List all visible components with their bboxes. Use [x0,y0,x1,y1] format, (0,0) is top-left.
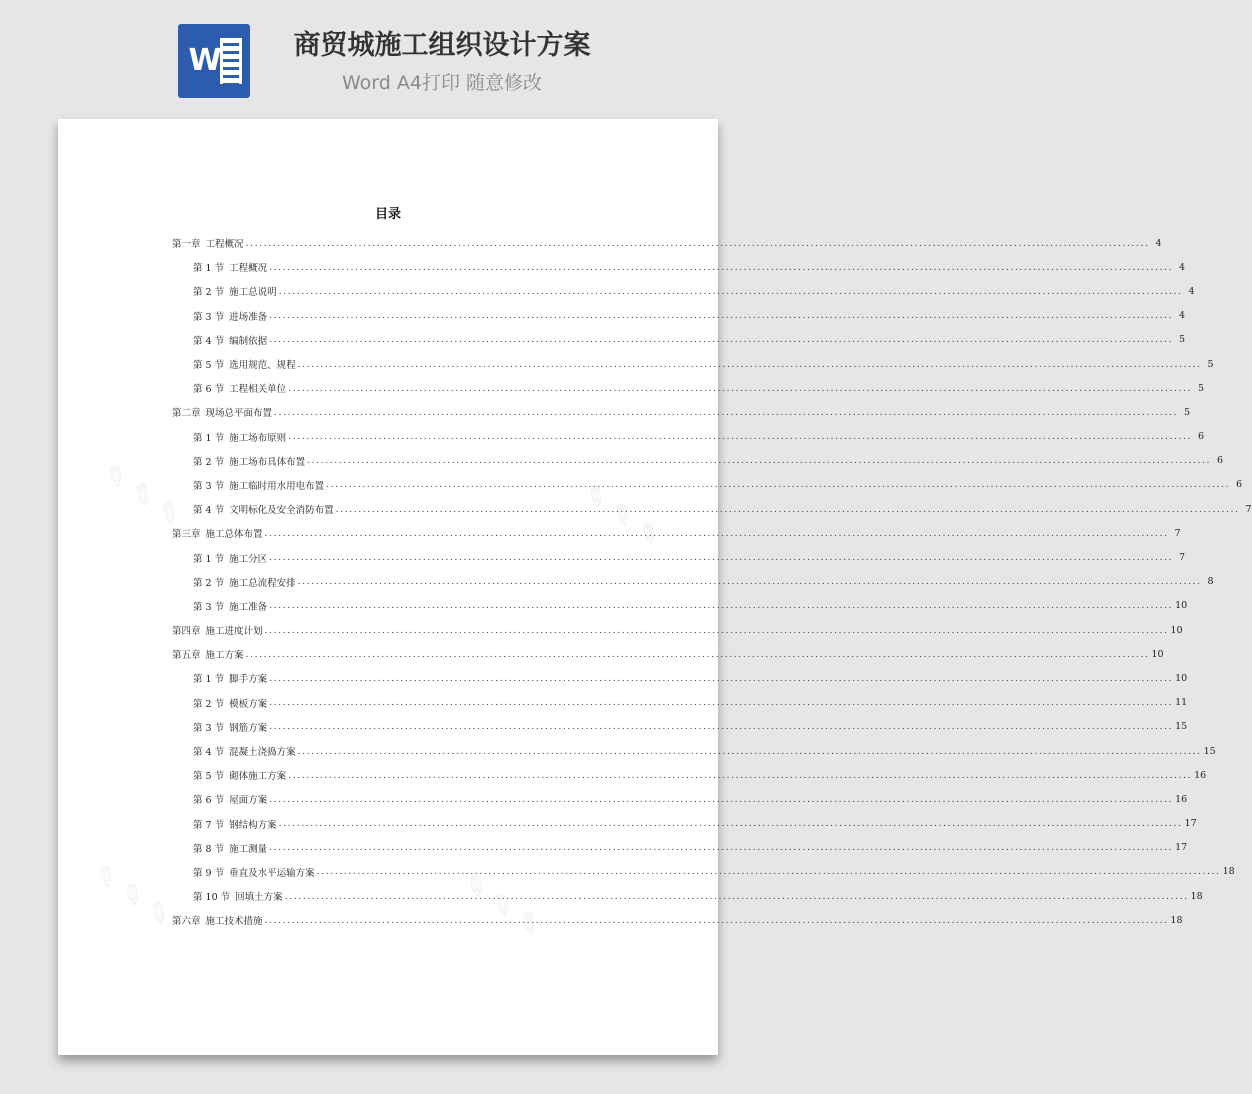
toc-entry-label: 选用规范、规程 [229,360,296,372]
toc-entry-page-number: 16 [1175,793,1188,805]
toc-entry-number: 第一章 [172,239,201,251]
toc-chapter-entry[interactable] [172,642,1164,666]
toc-entry-page-number: 6 [1198,431,1205,443]
toc-entry-number: 第 3 节 [193,480,225,492]
toc-entry-label: 施工总说明 [229,287,277,299]
toc-entry-label: 工程概况 [205,239,244,251]
toc-entry-number: 第 3 节 [193,311,225,323]
toc-leader-dots: ........................................................................................................................................................................................................ [269,721,1174,733]
toc-entry-page-number: 4 [1179,310,1186,322]
watermark: ✎ ✎ ✎ [96,456,188,535]
toc-entry-page-number: 4 [1155,237,1162,249]
toc-entry-label: 文明标化及安全消防布置 [229,505,334,517]
toc-entry-number: 第 1 节 [193,263,225,275]
toc-section-entry[interactable] [172,763,1207,787]
header [0,0,774,118]
toc-entry-page-number: 16 [1194,769,1207,781]
toc-entry-label: 混凝土浇捣方案 [229,747,296,759]
toc-entry-label: 工程概况 [229,263,268,275]
toc-entry-page-number: 17 [1184,818,1197,830]
toc-chapter-entry[interactable] [172,521,1181,545]
toc-section-entry[interactable] [172,473,1243,497]
toc-section-entry[interactable] [172,376,1205,400]
toc-entry-label: 脚手方案 [229,674,268,686]
toc-leader-dots: ........................................................................................................................................................................................................ [269,697,1174,709]
toc-entry-page-number: 5 [1179,334,1186,346]
toc-entry-page-number: 18 [1170,914,1183,926]
toc-entry-label: 钢结构方案 [229,819,277,831]
toc-leader-dots: ........................................................................................................................................................................................................ [288,431,1193,443]
toc-entry-number: 第 1 节 [193,432,225,444]
toc-section-entry[interactable] [172,425,1205,449]
toc-leader-dots: ........................................................................................................................................................................................................ [269,552,1174,564]
toc-entry-number: 第 10 节 [193,892,231,904]
toc-leader-dots: ........................................................................................................................................................................................................ [269,600,1174,612]
toc-entry-page-number: 4 [1179,261,1186,273]
toc-section-entry[interactable] [172,304,1186,328]
toc-entry-page-number: 6 [1217,455,1224,467]
toc-leader-dots: ........................................................................................................................................................................................................ [269,310,1174,322]
toc-entry-page-number: 5 [1183,406,1190,418]
toc-entry-page-number: 18 [1222,866,1235,878]
toc-section-entry[interactable] [172,279,1195,303]
toc-entry-label: 施工技术措施 [205,916,263,928]
toc-section-entry[interactable] [172,860,1235,884]
watermark: ✎ ✎ ✎ [576,476,668,555]
document-subtitle: Word A4打印 随意修改 [341,72,542,94]
document-page [58,119,1252,1055]
toc-leader-dots: ........................................................................................................................................................................................................ [278,285,1183,297]
toc-entry-label: 施工临时用水用电布置 [229,480,325,492]
toc-leader-dots: ........................................................................................................................................................................................................ [269,793,1174,805]
toc-leader-dots: ........................................................................................................................................................................................................ [269,842,1174,854]
toc-section-entry[interactable] [172,545,1186,569]
toc-entry-label: 施工方案 [205,650,244,662]
toc-entry-number: 第三章 [172,529,201,541]
toc-entry-label: 施工场布具体布置 [229,456,306,468]
toc-section-entry[interactable] [172,352,1214,376]
toc-leader-dots: ........................................................................................................................................................................................................ [269,672,1174,684]
toc-leader-dots: ........................................................................................................................................................................................................ [335,503,1240,515]
toc-entry-page-number: 7 [1245,503,1252,515]
toc-entry-page-number: 5 [1198,382,1205,394]
toc-entry-label: 施工准备 [229,601,268,613]
toc-entry-label: 回填土方案 [235,892,283,904]
toc-entry-label: 施工场布原则 [229,432,287,444]
toc-leader-dots: ........................................................................................................................................................................................................ [278,818,1183,830]
toc-section-entry[interactable] [172,449,1224,473]
toc-entry-number: 第 7 节 [193,819,225,831]
toc-title: 目录 [374,207,401,222]
watermark: ✎ ✎ ✎ [456,866,548,945]
toc-entry-page-number: 10 [1175,600,1188,612]
toc-entry-label: 施工测量 [229,843,268,855]
toc-entry-label: 编制依据 [229,335,268,347]
toc-entry-page-number: 10 [1151,648,1164,660]
toc-entry-number: 第 8 节 [193,843,225,855]
toc-chapter-entry[interactable] [172,231,1162,255]
toc-entry-page-number: 7 [1179,552,1186,564]
toc-leader-dots: ........................................................................................................................................................................................................ [264,527,1169,539]
toc-entry-number: 第 9 节 [193,867,225,879]
toc-entry-number: 第 2 节 [193,698,225,710]
toc-entry-label: 现场总平面布置 [205,408,273,420]
toc-entry-number: 第二章 [172,408,201,420]
toc-leader-dots: ........................................................................................................................................................................................................ [326,479,1231,491]
toc-entry-number: 第 4 节 [193,335,225,347]
toc-leader-dots: ........................................................................................................................................................................................................ [264,914,1169,926]
table-of-contents [172,231,1252,932]
toc-entry-number: 第 2 节 [193,456,225,468]
toc-entry-page-number: 11 [1175,697,1188,709]
toc-section-entry[interactable] [172,836,1188,860]
toc-entry-number: 第 3 节 [193,722,225,734]
toc-entry-label: 钢筋方案 [229,722,268,734]
toc-entry-number: 第五章 [172,650,201,662]
word-file-icon [178,24,250,98]
toc-section-entry[interactable] [172,739,1216,763]
toc-chapter-entry[interactable] [172,400,1190,424]
toc-entry-page-number: 7 [1174,527,1181,539]
toc-section-entry[interactable] [172,497,1252,521]
toc-entry-label: 施工分区 [229,553,268,565]
toc-leader-dots: ........................................................................................................................................................................................................ [288,769,1193,781]
toc-leader-dots: ........................................................................................................................................................................................................ [307,455,1212,467]
toc-entry-number: 第 4 节 [193,747,225,759]
toc-entry-page-number: 4 [1188,285,1195,297]
toc-leader-dots: ........................................................................................................................................................................................................ [284,890,1189,902]
toc-entry-page-number: 17 [1175,842,1188,854]
toc-entry-page-number: 8 [1207,576,1214,588]
toc-chapter-entry[interactable] [172,908,1183,932]
toc-entry-number: 第 1 节 [193,553,225,565]
toc-entry-label: 施工总流程安排 [229,577,296,589]
toc-entry-label: 工程相关单位 [229,384,287,396]
toc-entry-number: 第 6 节 [193,384,225,396]
toc-leader-dots: ........................................................................................................................................................................................................ [274,406,1178,418]
toc-section-entry[interactable] [172,787,1188,811]
toc-entry-number: 第六章 [172,916,201,928]
toc-entry-number: 第 2 节 [193,287,225,299]
toc-section-entry[interactable] [172,570,1214,594]
document-title: 商贸城施工组织设计方案 [293,30,591,61]
toc-entry-number: 第 4 节 [193,505,225,517]
word-logo-letter: W [188,43,222,78]
toc-chapter-entry[interactable] [172,618,1183,642]
toc-entry-label: 屋面方案 [229,795,268,807]
toc-entry-label: 进场准备 [229,311,268,323]
toc-section-entry[interactable] [172,812,1197,836]
toc-entry-page-number: 10 [1175,672,1188,684]
toc-entry-number: 第 6 节 [193,795,225,807]
toc-section-entry[interactable] [172,594,1188,618]
toc-leader-dots: ........................................................................................................................................................................................................ [297,358,1202,370]
toc-section-entry[interactable] [172,884,1203,908]
toc-entry-label: 垂直及水平运输方案 [229,867,315,879]
toc-entry-page-number: 18 [1190,890,1203,902]
toc-leader-dots: ........................................................................................................................................................................................................ [264,624,1169,636]
toc-leader-dots: ........................................................................................................................................................................................................ [288,382,1193,394]
toc-leader-dots: ........................................................................................................................................................................................................ [269,261,1174,273]
toc-entry-label: 施工进度计划 [205,626,263,638]
toc-entry-label: 砌体施工方案 [229,771,287,783]
toc-entry-number: 第 1 节 [193,674,225,686]
toc-entry-number: 第 5 节 [193,360,225,372]
toc-section-entry[interactable] [172,715,1188,739]
watermark: ✎ ✎ ✎ [86,856,178,935]
toc-leader-dots: ........................................................................................................................................................................................................ [269,334,1174,346]
toc-leader-dots: ........................................................................................................................................................................................................ [297,576,1202,588]
toc-section-entry[interactable] [172,691,1188,715]
toc-entry-page-number: 6 [1236,479,1243,491]
toc-section-entry[interactable] [172,328,1186,352]
toc-entry-label: 模板方案 [229,698,268,710]
toc-entry-page-number: 15 [1203,745,1216,757]
toc-leader-dots: ........................................................................................................................................................................................................ [297,745,1202,757]
toc-entry-page-number: 15 [1175,721,1188,733]
toc-section-entry[interactable] [172,255,1186,279]
toc-entry-number: 第四章 [172,626,201,638]
toc-entry-number: 第 5 节 [193,771,225,783]
toc-entry-page-number: 10 [1170,624,1183,636]
toc-leader-dots: ........................................................................................................................................................................................................ [245,237,1150,249]
toc-entry-number: 第 2 节 [193,577,225,589]
toc-leader-dots: ........................................................................................................................................................................................................ [245,648,1150,660]
toc-entry-page-number: 5 [1207,358,1214,370]
toc-section-entry[interactable] [172,666,1188,690]
toc-leader-dots: ........................................................................................................................................................................................................ [316,866,1221,878]
toc-entry-number: 第 3 节 [193,601,225,613]
toc-entry-label: 施工总体布置 [205,529,263,541]
